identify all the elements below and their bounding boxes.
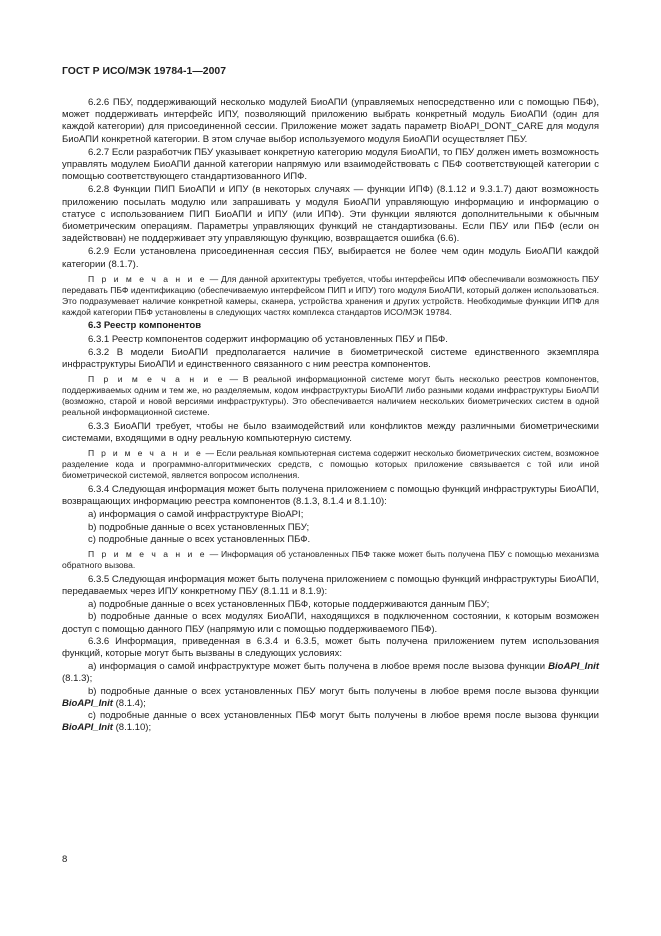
paragraph-6-3-1: 6.3.1 Реестр компонентов содержит информацию об установленных ПБУ и ПБФ. [88,333,448,345]
note-text: — В реальной информационной системе могут быть несколько реестров компонентов, поддерживаемых одним и тем же, но разделяемым, кодом инфраструктуры БиоАПИ либо разными кодами инфраструктуры БиоАПИ (возможно, старой и новой версиями инфраструктуры). Это обеспечивается наличием нескольких биометрических систем в одной реальной информационной системе. [62,374,599,417]
function-name: BioAPI_Init [548,661,599,673]
page-number: 8 [62,854,68,865]
list-item-6-3-6-a [62,661,599,685]
function-name: BioAPI_Init [62,722,113,734]
list-item-6-3-5-a: a) подробные данные о всех установленных ПБФ, которые поддерживаются данным ПБУ; [88,599,490,611]
note-text: — Если реальная компьютерная система содержит несколько биометрических систем, возможное разделение кода и программно-алгоритмических средств, с помощью которых приложение связывается с той или иной биометрической системой, является вопросом исполнения. [62,448,599,481]
item-text: a) информация о самой инфраструктуре может быть получена в любое время после вызова функции [88,661,549,673]
item-ref: (8.1.3); [62,673,93,685]
paragraph-6-3-5: 6.3.5 Следующая информация может быть получена приложением с помощью функций инфраструктуры БиоАПИ, передаваемых через ИПУ конкретному ПБУ (8.1.11 и 8.1.9): [62,573,599,598]
note-label: П р и м е ч а н и е [88,549,207,560]
note-label: П р и м е ч а н и е [88,374,225,385]
item-ref: (8.1.10); [112,722,152,734]
note-3 [62,448,599,481]
note-2 [62,374,599,418]
paragraph-6-2-8: 6.2.8 Функции ПИП БиоАПИ и ИПУ (в некоторых случаях — функции ИПФ) (8.1.12 и 9.3.1.7) дают возможность приложению посылать модулю или запрашивать у модуля БиоАПИ управляющую информацию и информацию о статусе с использованием ПИП БиоАПИ и ИПУ (или ИПФ). Эти функции являются дополнительными к обычным биометрическим операциям. Параметры управляющих функций не стандартизованы. Если ПБУ или ПБФ (если он задействован) не поддерживает эту управляющую функцию, возвращается ошибка (6.6). [62,184,599,245]
paragraph-6-3-2: 6.3.2 В модели БиоАПИ предполагается наличие в биометрической системе единственного экземпляра инфраструктуры БиоАПИ и единственного связанного с ним реестра компонентов. [62,346,599,371]
note-text: — Информация об установленных ПБФ также может быть получена ПБУ с помощью механизма обратного вызова. [62,549,599,570]
note-text: — Для данной архитектуры требуется, чтобы интерфейсы ИПФ обеспечивали возможность ПБУ передавать ПБФ идентификацию (обеспечиваемую интерфейсом ПИП и ИПУ) того модуля БиоАПИ, который должен использоваться. Это подразумевает наличие конкретной камеры, сканера, устройства хранения и других устройств. Необходимые функции ИПФ для каждой категории ПБФ установлены в следующих частях комплекса стандартов ИСО/МЭК 19784. [62,273,599,317]
paragraph-6-3-3: 6.3.3 БиоАПИ требует, чтобы не было взаимодействий или конфликтов между различными биометрическими системами, входящими в одну реальную компьютерную систему. [62,420,599,445]
paragraph-6-2-9: 6.2.9 Если установлена присоединенная сессия ПБУ, выбирается не более чем один модуль БиоАПИ каждой категории (8.1.7). [62,246,599,270]
list-item-6-3-6-b [62,686,599,710]
note-4 [62,549,599,571]
paragraph-6-2-7: 6.2.7 Если разработчик ПБУ указывает конкретную категорию модуля БиоАПИ, то ПБУ должен иметь возможность управлять модулем БиоАПИ данной категории напрямую или взаимодействовать с ПБФ соответствующей категории с помощью соответствующего стандартизованного ИПФ. [62,146,599,183]
paragraph-6-2-6: 6.2.6 ПБУ, поддерживающий несколько модулей БиоАПИ (управляемых непосредственно или с помощью ПБФ), может поддерживать интерфейс ИПУ, позволяющий приложению выбрать конкретный модуль БиоАПИ (один для каждой категории) для присоединенной сессии. Приложение может задать параметр BioAPI_DONT_CARE для модуля БиоАПИ конкретной категории. В этом случае выбор используемого модуля БиоАПИ осуществляет ПБУ. [62,97,599,145]
note-label: П р и м е ч а н и е [88,273,207,284]
item-text: b) подробные данные о всех установленных ПБУ могут быть получены в любое время после вызова функции [88,685,599,697]
list-item-6-3-5-b: b) подробные данные о всех модулях БиоАПИ, находящихся в подключенном состоянии, к которым возможен доступ с помощью данного ПБУ (напрямую или с помощью поддерживаемого ПБФ). [62,611,599,635]
document-header: ГОСТ Р ИСО/МЭК 19784-1—2007 [62,66,227,77]
page-body [62,97,599,735]
section-heading-6-3: 6.3 Реестр компонентов [88,320,202,332]
list-item-6-3-6-c [62,710,599,734]
paragraph-6-3-4: 6.3.4 Следующая информация может быть получена приложением с помощью функций инфраструктуры БиоАПИ, возвращающих информацию реестра компонентов (8.1.3, 8.1.4 и 8.1.10): [62,484,599,508]
item-ref: (8.1.4); [112,697,146,709]
function-name: BioAPI_Init [62,697,113,709]
note-1 [62,274,599,318]
note-label: П р и м е ч а н и е [88,448,204,459]
list-item-6-3-4-a: a) информация о самой инфраструктуре BioAPI; [88,509,304,521]
list-item-6-3-4-b: b) подробные данные о всех установленных ПБУ; [88,521,310,533]
paragraph-6-3-6: 6.3.6 Информация, приведенная в 6.3.4 и 6.3.5, может быть получена приложением путем использования функций, которые могут быть вызваны в следующих условиях: [62,635,599,660]
item-text: c) подробные данные о всех установленных ПБФ могут быть получены в любое время после вызова функции [88,710,599,722]
list-item-6-3-4-c: c) подробные данные о всех установленных ПБФ. [88,533,311,545]
